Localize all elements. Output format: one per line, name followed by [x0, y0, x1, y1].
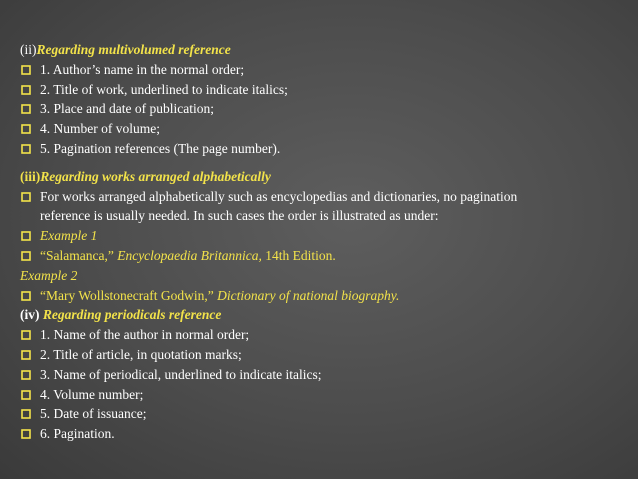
- list-item-text: 1. Author’s name in the normal order;: [40, 61, 245, 77]
- list-item: [20, 365, 634, 385]
- example-work: Encyclopaedia Britannica,: [117, 247, 262, 263]
- hollow-square-bullet-icon: [21, 192, 31, 202]
- list-item: [20, 345, 634, 365]
- section-heading-alphabetical: [20, 167, 634, 187]
- list-item-text: 6. Pagination.: [40, 426, 115, 442]
- list-item-text: 3. Place and date of publication;: [40, 101, 214, 117]
- hollow-square-bullet-icon: [21, 291, 31, 301]
- list-item-text: 4. Number of volume;: [40, 121, 160, 137]
- example-quote: “Mary Wollstonecraft Godwin,”: [40, 287, 218, 303]
- hollow-square-bullet-icon: [21, 251, 31, 261]
- list-item: [20, 119, 634, 139]
- section-prefix: (ii): [20, 42, 37, 57]
- section-heading-periodicals: [20, 305, 634, 325]
- list-item: [20, 99, 634, 119]
- example-label: Example 1: [40, 228, 98, 244]
- list-item: [20, 187, 634, 207]
- hollow-square-bullet-icon: [21, 409, 31, 419]
- list-item-text: 4. Volume number;: [40, 386, 144, 402]
- example-work: Dictionary of national biography.: [217, 287, 400, 303]
- section-prefix: (iii): [20, 168, 41, 184]
- list-item: [20, 80, 634, 100]
- hollow-square-bullet-icon: [21, 65, 31, 75]
- example-label: Example 2: [20, 267, 78, 283]
- hollow-square-bullet-icon: [21, 390, 31, 400]
- section-title: Regarding works arranged alphabetically: [40, 168, 271, 184]
- slide-content: [20, 40, 634, 444]
- section-heading-multivolumed: [20, 40, 634, 60]
- example-edition: 14th Edition.: [261, 247, 336, 263]
- list-item: [20, 404, 634, 424]
- hollow-square-bullet-icon: [21, 350, 31, 360]
- list-item: [20, 286, 634, 306]
- list-item-text: 5. Date of issuance;: [40, 406, 147, 422]
- hollow-square-bullet-icon: [21, 144, 31, 154]
- list-item: [20, 139, 634, 159]
- list-item-text: 5. Pagination references (The page number).: [40, 140, 281, 156]
- hollow-square-bullet-icon: [21, 124, 31, 134]
- section-prefix: (iv): [20, 307, 43, 323]
- list-item: [20, 385, 634, 405]
- section-title: Regarding multivolumed reference: [36, 42, 231, 57]
- list-item-text: 1. Name of the author in normal order;: [40, 327, 250, 343]
- hollow-square-bullet-icon: [21, 370, 31, 380]
- example-label-row: [20, 266, 634, 286]
- hollow-square-bullet-icon: [21, 104, 31, 114]
- list-item-text: 3. Name of periodical, underlined to indicate italics;: [40, 366, 322, 382]
- example-quote: “Salamanca,”: [40, 247, 118, 263]
- paragraph-text: For works arranged alphabetically such as encyclopedias and dictionaries, no pagination: [40, 188, 518, 204]
- list-item: [20, 60, 634, 80]
- list-item: [20, 424, 634, 444]
- list-item-text: 2. Title of work, underlined to indicate italics;: [40, 81, 288, 97]
- hollow-square-bullet-icon: [21, 231, 31, 241]
- list-item: [20, 226, 634, 246]
- list-item: [20, 246, 634, 266]
- paragraph-continuation: reference is usually needed. In such cases the order is illustrated as under:: [40, 208, 439, 224]
- hollow-square-bullet-icon: [21, 330, 31, 340]
- list-item-text: 2. Title of article, in quotation marks;: [40, 346, 242, 362]
- list-item: [20, 325, 634, 345]
- hollow-square-bullet-icon: [21, 85, 31, 95]
- section-title: Regarding periodicals reference: [42, 307, 222, 323]
- hollow-square-bullet-icon: [21, 429, 31, 439]
